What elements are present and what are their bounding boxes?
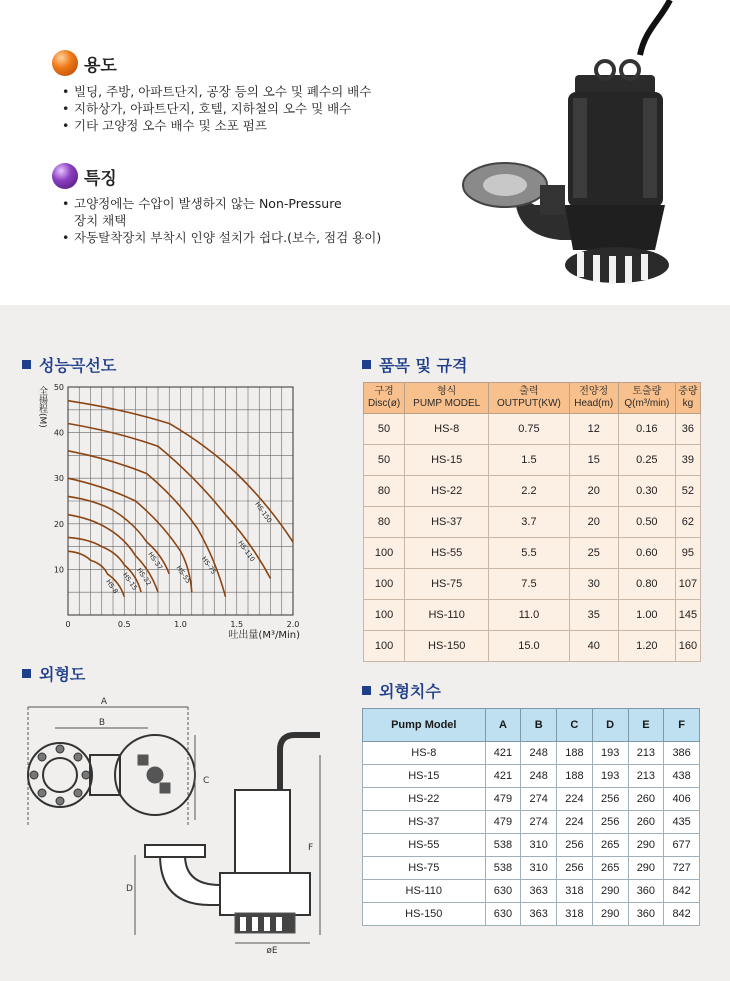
table-cell: 290 (628, 857, 664, 880)
table-cell: 360 (628, 880, 664, 903)
table-row (363, 811, 700, 834)
header-en: PUMP MODEL (413, 398, 481, 409)
table-cell: 50 (364, 414, 405, 445)
y-tick-label: 20 (53, 519, 64, 529)
table-cell: 35 (569, 600, 618, 631)
table-cell: 290 (592, 880, 628, 903)
square-bullet-icon (22, 669, 31, 678)
dim-header-row (363, 709, 700, 742)
table-cell: 290 (592, 903, 628, 926)
table-cell: 15 (569, 445, 618, 476)
spec-section-title: 품목 및 규격 (362, 353, 467, 376)
curve-label: HS-150 (253, 500, 274, 525)
x-tick-label: 0 (65, 620, 71, 629)
column-header: E (628, 709, 664, 742)
table-cell: 256 (592, 788, 628, 811)
cable (640, 0, 670, 55)
features-list (62, 195, 381, 246)
header-ko: 출력 (519, 386, 539, 397)
table-cell: 318 (557, 903, 593, 926)
table-row (364, 476, 701, 507)
column-header: C (557, 709, 593, 742)
orange-ball-icon (52, 50, 78, 76)
table-cell: 188 (557, 765, 593, 788)
list-item: • 기타 고양정 오수 배수 및 소포 펌프 (62, 117, 371, 134)
dim-label-c: C (203, 776, 210, 786)
usage-heading (52, 50, 117, 76)
curve-label: HS-15 (121, 571, 139, 592)
table-cell: 224 (557, 811, 593, 834)
table-cell: 11.0 (489, 600, 569, 631)
y-tick-label: 10 (53, 565, 64, 575)
x-tick-label: 1.5 (230, 620, 244, 629)
header-en: OUTPUT(KW) (496, 398, 561, 409)
table-cell: 100 (364, 538, 405, 569)
column-header (364, 383, 405, 414)
table-cell: 20 (569, 476, 618, 507)
table-cell: 360 (628, 903, 664, 926)
dim-label-e: øE (266, 946, 278, 955)
table-cell: HS-55 (363, 834, 486, 857)
column-header: D (592, 709, 628, 742)
dim-body (363, 742, 700, 926)
table-cell: 248 (521, 742, 557, 765)
x-axis-label: 吐出量(M³/Min) (228, 630, 300, 641)
table-cell: 0.80 (618, 569, 675, 600)
header-en: Disc(ø) (367, 398, 401, 409)
table-cell: 0.75 (489, 414, 569, 445)
dim-label-f: F (308, 843, 314, 853)
table-cell: 363 (521, 880, 557, 903)
table-cell: 290 (628, 834, 664, 857)
dim-label-d: D (126, 884, 133, 894)
table-cell: 310 (521, 857, 557, 880)
table-cell: 95 (675, 538, 700, 569)
table-cell: HS-37 (405, 507, 489, 538)
table-cell: 630 (485, 880, 521, 903)
square-bullet-icon (362, 686, 371, 695)
dims-section-title: 외형치수 (362, 679, 441, 702)
pump-photo (455, 0, 700, 300)
spec-table (363, 382, 701, 662)
column-header: B (521, 709, 557, 742)
table-cell: 727 (664, 857, 700, 880)
table-cell: 842 (664, 903, 700, 926)
table-cell: 256 (557, 857, 593, 880)
table-cell: 479 (485, 788, 521, 811)
table-row (364, 569, 701, 600)
curve-label: HS-75 (199, 555, 218, 576)
table-cell: 265 (592, 857, 628, 880)
table-cell: 5.5 (489, 538, 569, 569)
column-header: A (485, 709, 521, 742)
table-row (363, 788, 700, 811)
table-cell: 421 (485, 765, 521, 788)
y-tick-label: 40 (53, 428, 64, 438)
dim-label-a: A (100, 697, 108, 707)
outline-section-title: 외형도 (22, 662, 85, 685)
table-cell: 421 (485, 742, 521, 765)
dimension-table (362, 708, 700, 926)
y-tick-label: 30 (53, 474, 64, 484)
table-row (364, 414, 701, 445)
table-cell: 0.16 (618, 414, 675, 445)
column-header (618, 383, 675, 414)
table-cell: 538 (485, 857, 521, 880)
table-cell: 2.2 (489, 476, 569, 507)
table-row (364, 600, 701, 631)
table-cell: 256 (557, 834, 593, 857)
header-en: kg (682, 398, 694, 409)
table-cell: HS-150 (363, 903, 486, 926)
table-cell: 842 (664, 880, 700, 903)
curve-label: HS-8 (104, 577, 120, 596)
curve-label: HS-22 (135, 566, 153, 588)
header-ko: 전양정 (579, 386, 609, 397)
table-cell: 256 (592, 811, 628, 834)
curve-label: HS-37 (146, 550, 165, 572)
list-item: • 빌딩, 주방, 아파트단지, 공장 등의 오수 및 폐수의 배수 (62, 83, 371, 100)
table-row (364, 631, 701, 662)
table-cell: 36 (675, 414, 700, 445)
column-header (489, 383, 569, 414)
list-item: • 고양정에는 수압이 발생하지 않는 Non-Pressure (62, 195, 381, 212)
table-cell: HS-55 (405, 538, 489, 569)
table-cell: HS-15 (363, 765, 486, 788)
table-cell: HS-22 (363, 788, 486, 811)
table-row (364, 538, 701, 569)
table-cell: 62 (675, 507, 700, 538)
table-cell: 213 (628, 742, 664, 765)
table-cell: 25 (569, 538, 618, 569)
table-cell: 107 (675, 569, 700, 600)
square-bullet-icon (362, 360, 371, 369)
table-row (364, 507, 701, 538)
header-ko: 토출량 (632, 386, 662, 397)
features-title: 특징 (84, 168, 117, 189)
list-item: • 지하상가, 아파트단지, 호텔, 지하철의 오수 및 배수 (62, 100, 371, 117)
table-cell: 274 (521, 811, 557, 834)
column-header (569, 383, 618, 414)
table-cell: 0.60 (618, 538, 675, 569)
table-cell: 310 (521, 834, 557, 857)
usage-list (62, 83, 371, 134)
table-row (363, 742, 700, 765)
table-cell: 193 (592, 765, 628, 788)
features-heading (52, 163, 117, 189)
dim-label-b: B (98, 718, 106, 728)
table-cell: 12 (569, 414, 618, 445)
table-cell: 188 (557, 742, 593, 765)
column-header (405, 383, 489, 414)
table-cell: 265 (592, 834, 628, 857)
purple-ball-icon (52, 163, 78, 189)
x-tick-label: 2.0 (286, 620, 300, 629)
y-tick-label: 50 (53, 383, 64, 392)
y-axis-label: 全揚程(M) (37, 386, 47, 428)
table-cell: 224 (557, 788, 593, 811)
spec-body (364, 414, 701, 662)
table-cell: 20 (569, 507, 618, 538)
curve-label: HS-110 (236, 539, 257, 564)
x-tick-label: 0.5 (117, 620, 131, 629)
table-row (363, 903, 700, 926)
curve-section-title: 성능곡선도 (22, 353, 116, 376)
pump-casing (565, 205, 665, 250)
table-cell: 213 (628, 765, 664, 788)
elbow-side-view (160, 855, 220, 905)
table-cell: HS-37 (363, 811, 486, 834)
table-cell: 145 (675, 600, 700, 631)
table-cell: 39 (675, 445, 700, 476)
table-cell: 30 (569, 569, 618, 600)
table-cell: 1.5 (489, 445, 569, 476)
table-cell: 363 (521, 903, 557, 926)
table-cell: 479 (485, 811, 521, 834)
table-cell: 1.20 (618, 631, 675, 662)
table-cell: 435 (664, 811, 700, 834)
table-cell: 260 (628, 788, 664, 811)
performance-chart (0, 370, 340, 650)
header-ko: 형식 (437, 386, 457, 397)
list-item: • 자동탈착장치 부착시 인양 설치가 쉽다.(보수, 점검 용이) (62, 229, 381, 246)
table-cell: 406 (664, 788, 700, 811)
table-row (363, 765, 700, 788)
table-cell: 100 (364, 569, 405, 600)
table-cell: 386 (664, 742, 700, 765)
table-cell: 15.0 (489, 631, 569, 662)
table-cell: HS-110 (363, 880, 486, 903)
table-cell: HS-8 (405, 414, 489, 445)
table-cell: 630 (485, 903, 521, 926)
table-cell: 0.30 (618, 476, 675, 507)
column-header (675, 383, 700, 414)
table-cell: 100 (364, 600, 405, 631)
table-row (364, 445, 701, 476)
table-cell: 260 (628, 811, 664, 834)
table-cell: HS-75 (363, 857, 486, 880)
table-cell: HS-8 (363, 742, 486, 765)
table-cell: 0.25 (618, 445, 675, 476)
column-header: Pump Model (363, 709, 486, 742)
outline-drawing (20, 695, 340, 955)
table-cell: 40 (569, 631, 618, 662)
table-cell: HS-110 (405, 600, 489, 631)
table-cell: HS-15 (405, 445, 489, 476)
header-ko: 중량 (678, 386, 698, 397)
header-en: Q(m³/min) (624, 398, 670, 409)
table-cell: HS-150 (405, 631, 489, 662)
square-bullet-icon (22, 360, 31, 369)
table-cell: 248 (521, 765, 557, 788)
column-header: F (664, 709, 700, 742)
list-item: 장치 채택 (74, 213, 127, 228)
table-cell: 3.7 (489, 507, 569, 538)
table-cell: 80 (364, 507, 405, 538)
table-cell: 1.00 (618, 600, 675, 631)
table-cell: 274 (521, 788, 557, 811)
table-cell: HS-75 (405, 569, 489, 600)
spec-header-row (364, 383, 701, 414)
table-cell: 50 (364, 445, 405, 476)
table-cell: 438 (664, 765, 700, 788)
table-cell: 318 (557, 880, 593, 903)
header-en: Head(m) (574, 398, 614, 409)
table-cell: 0.50 (618, 507, 675, 538)
table-cell: 52 (675, 476, 700, 507)
x-tick-label: 1.0 (174, 620, 187, 629)
table-row (363, 857, 700, 880)
table-cell: HS-22 (405, 476, 489, 507)
table-cell: 100 (364, 631, 405, 662)
table-cell: 677 (664, 834, 700, 857)
curve-label: HS-55 (174, 564, 193, 585)
usage-title: 용도 (84, 55, 117, 76)
table-cell: 538 (485, 834, 521, 857)
table-cell: 7.5 (489, 569, 569, 600)
table-row (363, 834, 700, 857)
table-row (363, 880, 700, 903)
table-cell: 80 (364, 476, 405, 507)
header-ko: 구경 (374, 386, 394, 397)
table-cell: 193 (592, 742, 628, 765)
table-cell: 160 (675, 631, 700, 662)
